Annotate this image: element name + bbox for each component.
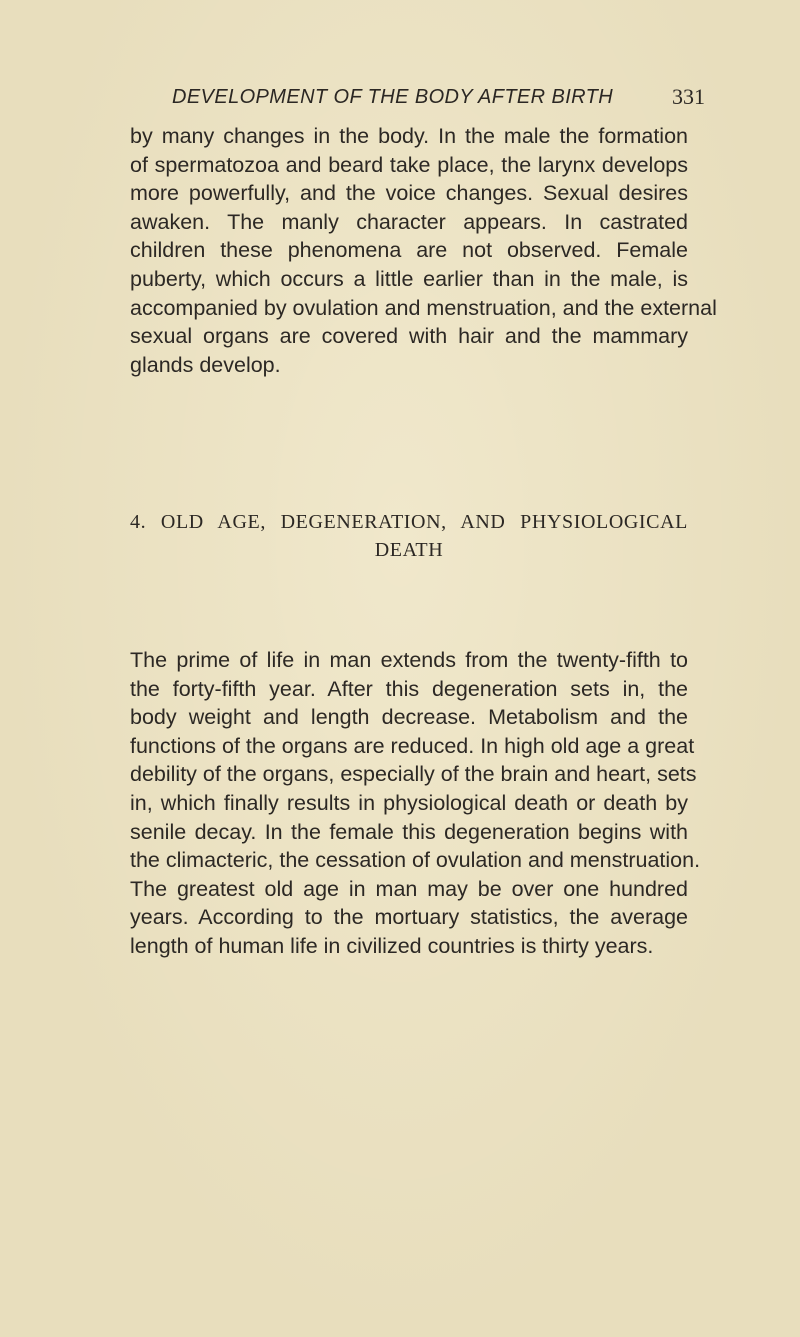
text-line: debility of the organs, especially of the brain and heart, sets [130, 762, 697, 787]
text-line: senile decay. In the female this degeneration begins with [130, 819, 688, 844]
text-line: The greatest old age in man may be over one hundred [130, 876, 688, 901]
paragraph-puberty [130, 122, 717, 379]
text-line: puberty, which occurs a little earlier than in the male, is [130, 266, 688, 291]
text-line: the climacteric, the cessation of ovulation and menstruation. [130, 848, 701, 873]
text-line: The prime of life in man extends from the twenty-fifth to [130, 648, 688, 672]
text-line: body weight and length decrease. Metabolism and the [130, 705, 688, 730]
text-line: years. According to the mortuary statistics, the average [130, 905, 688, 930]
page-number: 331 [672, 84, 705, 109]
text-line: children these phenomena are not observed. Female [130, 238, 688, 263]
text-line: by many changes in the body. In the male the formation [130, 124, 688, 148]
text-line: more powerfully, and the voice changes. Sexual desires [130, 181, 688, 206]
text-line: the forty-fifth year. After this degeneration sets in, the [130, 676, 688, 701]
section-heading-line: DEATH [374, 539, 444, 561]
text-line: accompanied by ovulation and menstruation, and the external [130, 295, 717, 320]
paragraph-old-age [130, 646, 701, 961]
text-line: in, which finally results in physiological death or death by [130, 790, 688, 815]
text-line: glands develop. [130, 352, 281, 377]
text-line: of spermatozoa and beard take place, the larynx develops [130, 152, 688, 177]
text-line: length of human life in civilized countries is thirty years. [130, 933, 654, 958]
running-head: DEVELOPMENT OF THE BODY AFTER BIRTH [172, 86, 614, 108]
text-line: sexual organs are covered with hair and the mammary [130, 324, 688, 349]
text-line: functions of the organs are reduced. In high old age a great [130, 733, 695, 758]
section-heading-line: 4. OLD AGE, DEGENERATION, AND PHYSIOLOGICAL [130, 511, 688, 533]
text-line: awaken. The manly character appears. In castrated [130, 209, 688, 234]
section-heading [130, 508, 688, 564]
